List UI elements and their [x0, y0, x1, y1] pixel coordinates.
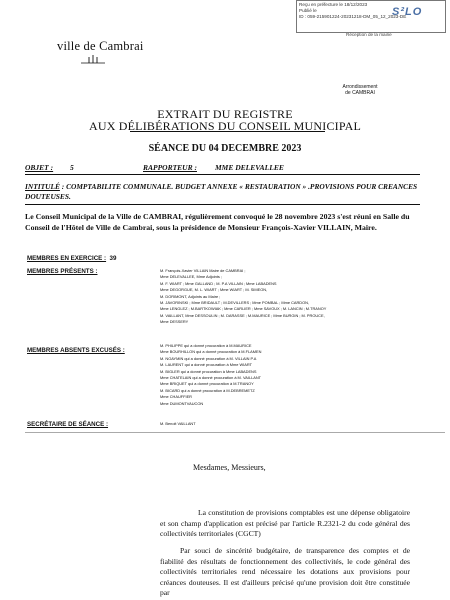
member-line: Mme DUMONTVAUCON	[160, 400, 204, 406]
membres-absents-label: MEMBRES ABSENTS EXCUSÉS :	[27, 347, 125, 354]
divider	[25, 432, 445, 433]
body-paragraph-2: Par souci de sincérité budgétaire, de transparence des comptes et de fiabilité des résultats de fonctionnement des collectivités, le code général des collectivités territoriales rend nécessaire les dotations aux provisions pour créances douteuses. Il est d'ailleurs précisé qu'une provision doit être constituée par	[160, 546, 410, 598]
member-line: M. F. WIART ; Mme GALLAND ; M. P.A VILLAIN ; Mme LABADENS	[160, 280, 277, 286]
stamp-received: Reçu en préfecture le 18/12/2023	[299, 2, 368, 7]
member-line: M. PHILIPPE qui a donné procuration à M.MAURICE	[160, 343, 252, 348]
document-title-line1: EXTRAIT DU REGISTRE	[157, 107, 293, 121]
presents-list	[160, 268, 420, 326]
member-line: M. JAVORINSKI ; Mme BRIDAULT ; M.DEVILLERS ; Mme POMBAL ; Mme CARDON,	[160, 300, 310, 306]
stamp-subtext: Réception de la mairie	[346, 32, 392, 37]
secretaire-label: SECRÉTAIRE DE SÉANCE :	[27, 421, 109, 428]
member-line: Mme BRIQUET qui a donné procuration à M.TRANOY	[160, 381, 254, 387]
member-line: Mme DEGORGUE, M. L. WIART ; Mme WIART ; M. SIMEON,	[160, 287, 268, 293]
membres-presents-label: MEMBRES PRÉSENTS :	[27, 268, 98, 275]
divider	[25, 174, 420, 175]
divider	[25, 204, 420, 205]
body-paragraph-1: La constitution de provisions comptables est une dépense obligatoire et son champ d'application est précisé par l'article R.2321-2 du code général des collectivités territoriales (CGCT)	[160, 508, 410, 539]
seance-date: SÉANCE DU 04 DECEMBRE 2023	[148, 143, 302, 154]
objet-label: OBJET :	[25, 163, 54, 172]
absents-list	[160, 343, 420, 407]
intitule-label: INTITULÉ	[25, 182, 60, 191]
secretaire-value: M. Benoit VAILLANT	[160, 421, 196, 426]
document-title-line2: AUX DÉLIBÉRATIONS DU CONSEIL MUNICIPAL	[88, 119, 362, 133]
stamp-published: Publié le	[299, 8, 317, 14]
member-line: Mme LENGLEZ ; M.BARTKOWIAK ; Mme CARLIER ; Mme SAVOUX ; M. LANCIN ; M.TRANOY	[160, 306, 327, 312]
prefecture-stamp	[296, 0, 446, 33]
member-line: M. LAURENT qui a donné procuration à Mme WIART	[160, 362, 252, 368]
member-line: Mme CHATELAIN qui a donné procuration à M. VAILLANT	[160, 375, 262, 381]
member-line: M. BICARD qui a donné procuration à M.DEBREMETZ	[160, 387, 255, 393]
arrondissement: Arrondissement de CAMBRAI	[342, 84, 378, 96]
member-line: Mme DESSERY	[160, 319, 189, 325]
intro-paragraph: Le Conseil Municipal de la Ville de CAMBRAI, régulièrement convoqué le 28 novembre 2023 s'est réuni en Salle du Conseil de l'Hôtel de Ville de Cambrai, sous la présidence de Monsieur François-Xavier VILLAIN, Maire.	[25, 212, 410, 232]
slo-logo: S²LO	[392, 6, 423, 18]
member-line: M. DORIMONT, Adjoints au Maire ;	[160, 293, 221, 299]
member-line: M. VAILLANT, Mme DESSOULIN ; M. DARASSE ; M.MAURICE ; Mme BURGIN ; M. PROUCE,	[160, 312, 325, 318]
member-line: Mme BOURHILLON qui a donné procuration à M.FLAMEN	[160, 349, 262, 355]
member-line: M. NOAYMIN qui a donné procuration à M. VILLAIN P.A	[160, 355, 257, 361]
intitule	[25, 182, 420, 202]
rapporteur-label: RAPPORTEUR :	[143, 163, 197, 172]
member-line: Mme DELEVALLEE, Mme Adjoints ;	[160, 274, 222, 280]
member-line: M. François-Xavier VILLAIN Maire de CAMBRAI ;	[160, 268, 246, 273]
intitule-text: : COMPTABILITE COMMUNALE. BUDGET ANNEXE « RESTAURATION » .PROVISIONS POUR CREANCES DOUTEUSES.	[25, 182, 418, 201]
title-underline	[130, 131, 325, 132]
objet-value: 5	[70, 163, 74, 172]
city-logo-text: ville de Cambrai	[57, 39, 144, 53]
rapporteur-value: MME DELEVALLEE	[215, 163, 284, 172]
salutation: Mesdames, Messieurs,	[193, 463, 266, 472]
membres-exercice: MEMBRES EN EXERCICE : 39	[27, 255, 117, 262]
stamp-id: ID : 059-215901224-20231218-DM_05_12_2023-DE	[299, 14, 407, 20]
member-line: Mme CHAUFFIER	[160, 394, 192, 400]
city-logo-icon	[79, 55, 107, 64]
member-line: M. BIGLER qui a donné procuration à Mme LABADENS	[160, 368, 257, 374]
